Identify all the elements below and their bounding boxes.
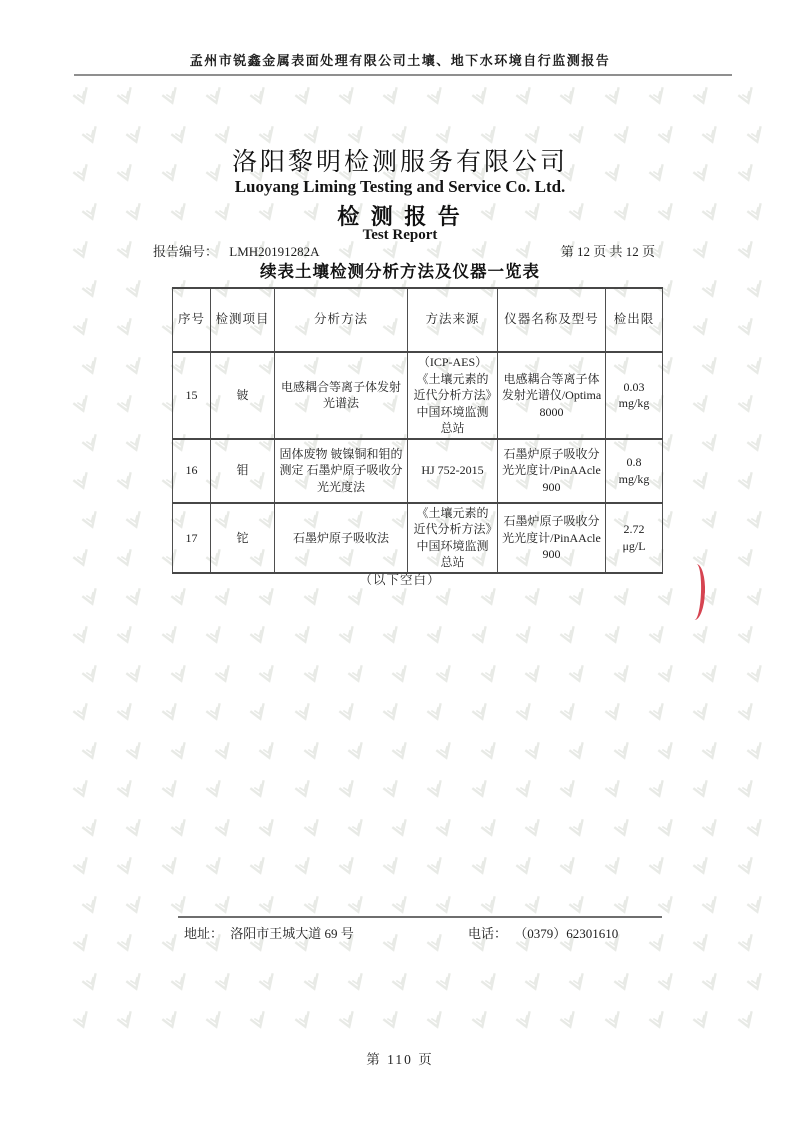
blank-below-note: （以下空白） — [359, 573, 441, 587]
cell-serial: 17 — [173, 503, 211, 573]
cell-source: 《土壤元素的近代分析方法》中国环境监测总站 — [408, 503, 498, 573]
cell-method: 石墨炉原子吸收法 — [275, 503, 408, 573]
running-header-rule — [74, 74, 732, 76]
table-row — [173, 352, 663, 439]
report-number-label: 报告编号： — [153, 244, 219, 259]
footer-phone-label: 电话： — [468, 926, 508, 941]
cell-instrument: 石墨炉原子吸收分光光度计/PinAAcle900 — [498, 503, 606, 573]
footer-address — [184, 923, 354, 942]
limit-value: 2.72 — [623, 522, 645, 537]
limit-value: 0.03 — [623, 379, 645, 394]
table-header-row — [173, 288, 663, 352]
page-number: 第 110 页 — [366, 1052, 434, 1067]
pagination: 第 12 页 共 12 页 — [560, 244, 655, 259]
cell-instrument: 石墨炉原子吸收分光光度计/PinAAcle900 — [498, 439, 606, 503]
cell-serial: 16 — [173, 439, 211, 503]
cell-limit — [606, 352, 663, 439]
footer-rule — [178, 916, 662, 918]
report-title-english: Test Report — [362, 227, 438, 243]
company-name-english: Luoyang Liming Testing and Service Co. Ltd. — [234, 177, 566, 196]
cell-source: HJ 752-2015 — [408, 439, 498, 503]
table-title: 续表土壤检测分析方法及仪器一览表 — [260, 262, 540, 281]
th-serial: 序号 — [173, 288, 211, 352]
limit-unit: mg/kg — [618, 471, 650, 486]
cell-method: 固体废物 铍镍铜和钼的测定 石墨炉原子吸收分光光度法 — [275, 439, 408, 503]
footer-address-value: 洛阳市王城大道 69 号 — [230, 926, 354, 941]
cell-instrument: 电感耦合等离子体发射光谱仪/Optima 8000 — [498, 352, 606, 439]
cell-limit — [606, 439, 663, 503]
cell-item: 铍 — [211, 352, 275, 439]
th-item: 检测项目 — [211, 288, 275, 352]
limit-unit: mg/kg — [618, 396, 650, 411]
running-header-title: 孟州市锐鑫金属表面处理有限公司土壤、地下水环境自行监测报告 — [189, 53, 611, 68]
company-name-chinese: 洛阳黎明检测服务有限公司 — [231, 149, 568, 176]
footer-phone — [468, 923, 618, 942]
footer-address-label: 地址： — [184, 926, 224, 941]
cell-limit — [606, 503, 663, 573]
cell-source: （ICP-AES）《土壤元素的近代分析方法》中国环境监测总站 — [408, 352, 498, 439]
th-instrument: 仪器名称及型号 — [498, 288, 606, 352]
footer-phone-value: （0379）62301610 — [514, 926, 619, 941]
report-number-value: LMH20191282A — [229, 244, 320, 259]
cell-item: 铊 — [211, 503, 275, 573]
red-seal-arc — [685, 564, 706, 621]
table-row — [173, 503, 663, 573]
cell-item: 钼 — [211, 439, 275, 503]
th-source: 方法来源 — [408, 288, 498, 352]
th-method: 分析方法 — [275, 288, 408, 352]
cell-method: 电感耦合等离子体发射光谱法 — [275, 352, 408, 439]
cell-serial: 15 — [173, 352, 211, 439]
report-title-chinese: 检 测 报 告 — [337, 204, 463, 229]
limit-value: 0.8 — [626, 455, 642, 470]
limit-unit: μg/L — [622, 538, 646, 553]
methods-instruments-table — [172, 287, 663, 574]
table-row — [173, 439, 663, 503]
th-limit: 检出限 — [606, 288, 663, 352]
